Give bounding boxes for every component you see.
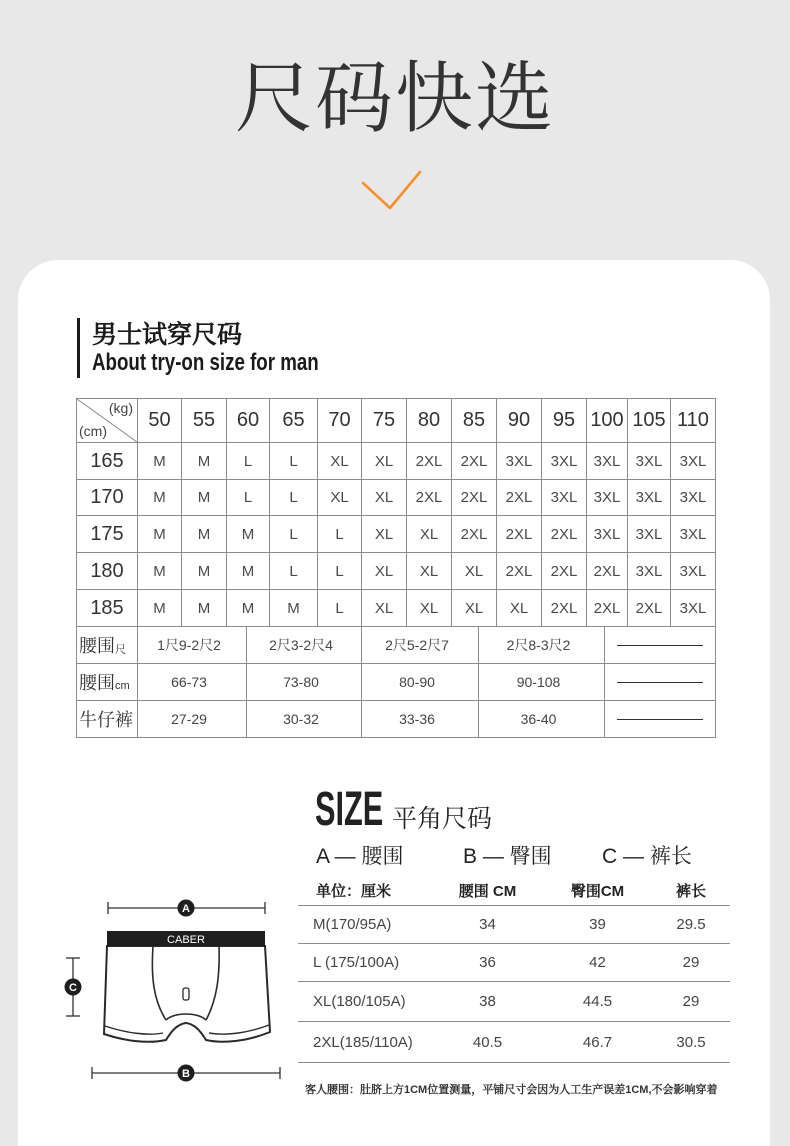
size-cell: 2XL	[407, 443, 452, 480]
size-cell: 3XL	[497, 443, 542, 480]
weight-header-cell: 100	[587, 399, 628, 443]
size-cell: M	[138, 553, 182, 590]
size-cell: M	[182, 480, 227, 516]
size-cell: L	[270, 480, 318, 516]
measure-label-cell	[77, 627, 138, 664]
boxer-size-table	[298, 876, 730, 1063]
size-cell: XL	[362, 553, 407, 590]
size-cell: 2XL	[542, 516, 587, 553]
measure-value-cell: 2尺5-2尺7	[362, 627, 479, 664]
size-cell: M	[138, 516, 182, 553]
weight-unit-label: (kg)	[108, 400, 133, 416]
size-cell: XL	[407, 516, 452, 553]
section-accent-bar	[77, 318, 80, 378]
size-cell: XL	[452, 553, 497, 590]
measure-value-cell: 73-80	[247, 664, 362, 701]
empty-range-cell	[605, 627, 716, 664]
size-cell: M	[182, 590, 227, 627]
size-title-cn: 平角尺码	[392, 805, 493, 833]
page-title: 尺码快选	[234, 54, 555, 142]
corner-header-cell	[77, 399, 138, 443]
size-cell: 3XL	[628, 480, 671, 516]
height-unit-label: (cm)	[79, 423, 107, 439]
measurement-table	[76, 627, 716, 738]
size-cell: L	[227, 480, 270, 516]
size-cell: XL	[318, 480, 362, 516]
size-cell: 3XL	[671, 516, 716, 553]
underwear-diagram	[55, 890, 295, 1090]
size-cell: M	[182, 553, 227, 590]
guide-size-label: L (175/100A)	[298, 944, 440, 982]
measure-label-cell	[77, 701, 138, 738]
size-cell: XL	[407, 553, 452, 590]
weight-header-cell: 60	[227, 399, 270, 443]
legend-waist: A — 腰围	[316, 845, 404, 868]
guide-header-cell: 裤长	[660, 876, 730, 906]
guide-value-cell: 38	[440, 982, 535, 1022]
size-cell: M	[270, 590, 318, 627]
dash-line	[617, 719, 703, 720]
size-cell: 3XL	[671, 590, 716, 627]
check-icon	[358, 166, 424, 212]
height-label-cell: 175	[77, 516, 138, 553]
size-cell: 3XL	[587, 516, 628, 553]
weight-header-cell: 65	[270, 399, 318, 443]
size-cell: XL	[497, 590, 542, 627]
legend-length: C — 裤长	[602, 845, 692, 868]
size-cell: 3XL	[542, 443, 587, 480]
weight-header-cell: 80	[407, 399, 452, 443]
size-cell: 3XL	[628, 443, 671, 480]
size-cell: 2XL	[542, 590, 587, 627]
size-cell: 3XL	[628, 553, 671, 590]
measure-value-cell: 66-73	[138, 664, 247, 701]
guide-value-cell: 42	[535, 944, 660, 982]
dash-line	[617, 645, 703, 646]
measure-value-cell: 33-36	[362, 701, 479, 738]
size-cell: 2XL	[542, 553, 587, 590]
size-cell: L	[318, 590, 362, 627]
size-cell: 2XL	[497, 480, 542, 516]
size-cell: 2XL	[452, 516, 497, 553]
size-cell: M	[182, 516, 227, 553]
size-cell: 2XL	[497, 516, 542, 553]
size-cell: 3XL	[671, 553, 716, 590]
size-cell: 2XL	[628, 590, 671, 627]
guide-value-cell: 36	[440, 944, 535, 982]
marker-b-letter: B	[182, 1068, 190, 1080]
size-cell: 2XL	[587, 590, 628, 627]
size-cell: XL	[362, 443, 407, 480]
size-cell: L	[318, 553, 362, 590]
height-label-cell: 185	[77, 590, 138, 627]
size-cell: XL	[452, 590, 497, 627]
height-label-cell: 170	[77, 480, 138, 516]
size-cell: XL	[318, 443, 362, 480]
measure-unit: 尺	[115, 644, 126, 656]
measure-unit: cm	[115, 680, 130, 692]
pouch-tag	[183, 988, 189, 1000]
size-cell: L	[227, 443, 270, 480]
measure-value-cell: 30-32	[247, 701, 362, 738]
empty-range-cell	[605, 701, 716, 738]
measure-value-cell: 2尺8-3尺2	[479, 627, 605, 664]
weight-header-cell: 105	[628, 399, 671, 443]
size-cell: L	[318, 516, 362, 553]
size-cell: 3XL	[628, 516, 671, 553]
measure-name: 牛仔裤	[79, 710, 133, 730]
guide-value-cell: 29	[660, 982, 730, 1022]
size-cell: 2XL	[407, 480, 452, 516]
measure-value-cell: 80-90	[362, 664, 479, 701]
measure-value-cell: 36-40	[479, 701, 605, 738]
guide-value-cell: 44.5	[535, 982, 660, 1022]
section-title-en: About try-on size for man	[92, 349, 319, 376]
guide-value-cell: 46.7	[535, 1022, 660, 1063]
guide-size-label: 2XL(185/110A)	[298, 1022, 440, 1063]
size-cell: 2XL	[452, 443, 497, 480]
size-cell: 3XL	[587, 480, 628, 516]
measure-label-cell	[77, 664, 138, 701]
empty-range-cell	[605, 664, 716, 701]
guide-header-cell: 腰围 CM	[440, 876, 535, 906]
weight-header-cell: 90	[497, 399, 542, 443]
size-cell: XL	[362, 590, 407, 627]
measure-value-cell: 1尺9-2尺2	[138, 627, 247, 664]
marker-c-letter: C	[69, 982, 77, 994]
size-cell: M	[227, 590, 270, 627]
weight-header-cell: 85	[452, 399, 497, 443]
guide-value-cell: 39	[535, 906, 660, 944]
measure-name: 腰围	[79, 636, 115, 656]
size-cell: 3XL	[542, 480, 587, 516]
weight-header-cell: 75	[362, 399, 407, 443]
weight-header-cell: 55	[182, 399, 227, 443]
weight-header-cell: 50	[138, 399, 182, 443]
size-cell: M	[182, 443, 227, 480]
measure-value-cell: 90-108	[479, 664, 605, 701]
measure-value-cell: 2尺3-2尺4	[247, 627, 362, 664]
size-cell: L	[270, 553, 318, 590]
measure-name: 腰围	[79, 673, 115, 693]
height-label-cell: 180	[77, 553, 138, 590]
guide-size-label: XL(180/105A)	[298, 982, 440, 1022]
measure-value-cell: 27-29	[138, 701, 247, 738]
guide-header-cell: 单位：厘米	[298, 876, 440, 906]
size-chart-table	[76, 398, 716, 627]
size-cell: 2XL	[497, 553, 542, 590]
size-title-en: SIZE	[315, 783, 384, 836]
size-cell: XL	[362, 516, 407, 553]
height-label-cell: 165	[77, 443, 138, 480]
weight-header-cell: 110	[671, 399, 716, 443]
weight-header-cell: 70	[318, 399, 362, 443]
guide-header-cell: 臀围CM	[535, 876, 660, 906]
size-cell: XL	[362, 480, 407, 516]
size-cell: M	[138, 590, 182, 627]
marker-a-letter: A	[182, 903, 190, 915]
size-cell: 2XL	[587, 553, 628, 590]
guide-value-cell: 34	[440, 906, 535, 944]
guide-size-label: M(170/95A)	[298, 906, 440, 944]
size-cell: M	[138, 480, 182, 516]
size-cell: L	[270, 516, 318, 553]
size-cell: L	[270, 443, 318, 480]
size-cell: M	[227, 553, 270, 590]
guide-value-cell: 29	[660, 944, 730, 982]
size-cell: 2XL	[452, 480, 497, 516]
section-title-cn: 男士试穿尺码	[92, 321, 243, 349]
size-cell: 3XL	[671, 480, 716, 516]
legend-hip: B — 臀围	[463, 845, 552, 868]
size-cell: M	[138, 443, 182, 480]
guide-value-cell: 30.5	[660, 1022, 730, 1063]
size-cell: XL	[407, 590, 452, 627]
guide-value-cell: 40.5	[440, 1022, 535, 1063]
waistband-brand: CABER	[167, 934, 205, 946]
size-cell: M	[227, 516, 270, 553]
weight-header-cell: 95	[542, 399, 587, 443]
guide-value-cell: 29.5	[660, 906, 730, 944]
dash-line	[617, 682, 703, 683]
size-cell: 3XL	[671, 443, 716, 480]
size-cell: 3XL	[587, 443, 628, 480]
measurement-note: 客人腰围：肚脐上方1CM位置测量，平铺尺寸会因为人工生产误差1CM,不会影响穿着	[305, 1084, 718, 1096]
